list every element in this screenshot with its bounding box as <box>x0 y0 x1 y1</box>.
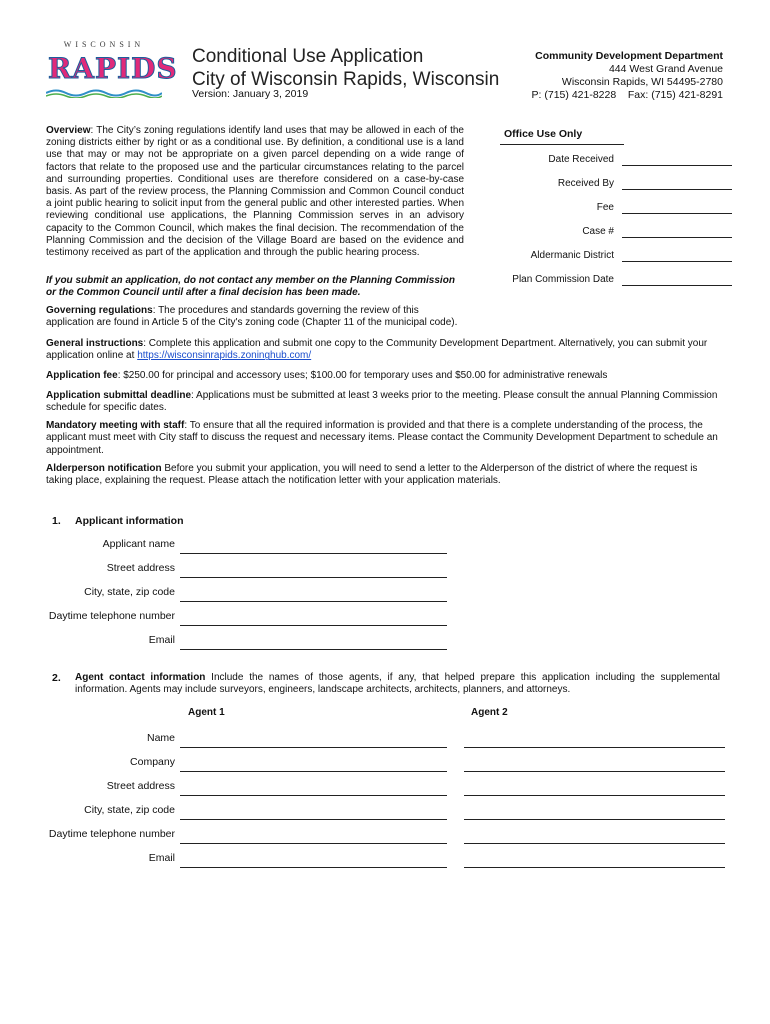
section2-number: 2. <box>52 672 61 684</box>
applicant-email-field[interactable] <box>180 649 447 650</box>
version-label: Version: January 3, 2019 <box>192 88 309 100</box>
deadline-text: : Applications must be submitted at least 3 weeks prior to the meeting. Please consult the annual Planning Commission schedule for specific dates. <box>46 390 718 414</box>
office-use-box <box>500 128 732 285</box>
online-application-link[interactable]: https://wisconsinrapids.zoninghub.com/ <box>137 350 312 362</box>
department-city: Wisconsin Rapids, WI 54495-2780 <box>561 76 723 88</box>
general-instructions-paragraph <box>46 338 726 363</box>
overview-text: : The City’s zoning regulations identify land uses that may be allowed in each of the zoning districts either by right or as a conditional use. By definition, a conditional use is a land use that may or may not be appropriate on a given parcel depending on a wide range of factors that relate to the proposed use and the particular circumstances relating to the parcel and surrounding properties. Conditional uses are therefore considered on a case-by-case basis. As part of the review process, the Planning Commission and Common Council conduct a joint public hearing to solicit input from the general public and other interested parties. When reviewing conditional use applications, the Planning Commission serves in an advisory capacity to the Common Council, which makes the final decision. The recommendation of the Planning Commission and the decision of the Village Board are based on the evidence and testimony received as part of the application and through the public hearing process. <box>46 125 464 259</box>
overview-label: Overview <box>46 125 91 136</box>
logo-main-text: RAPIDS <box>48 52 178 85</box>
meeting-paragraph <box>46 420 726 457</box>
office-field-line[interactable] <box>622 285 732 286</box>
city-logo <box>44 40 178 102</box>
office-field-line[interactable] <box>622 213 732 214</box>
office-field-line[interactable] <box>622 165 732 166</box>
agent-city-label: City, state, zip code <box>84 804 175 816</box>
section2-paragraph <box>75 672 720 697</box>
logo-top-text: WISCONSIN <box>63 40 145 49</box>
applicant-phone-field[interactable] <box>180 625 447 626</box>
agent-street-label: Street address <box>106 780 175 792</box>
applicant-phone-label: Daytime telephone number <box>48 610 175 622</box>
fee-text: : $250.00 for principal and accessory uses; $100.00 for temporary uses and $50.00 for administrative renewals <box>117 370 608 381</box>
applicant-name-label: Applicant name <box>102 538 175 550</box>
governing-label: Governing regulations <box>46 305 153 316</box>
applicant-street-field[interactable] <box>180 577 447 578</box>
agent1-name-field[interactable] <box>180 747 447 748</box>
office-field-line[interactable] <box>622 237 732 238</box>
alderperson-label: Alderperson notification <box>46 463 162 474</box>
wave-icon <box>46 88 162 98</box>
agent-email-label: Email <box>148 852 175 864</box>
applicant-name-field[interactable] <box>180 553 447 554</box>
page-subtitle: City of Wisconsin Rapids, Wisconsin <box>192 69 500 90</box>
fee-paragraph <box>46 370 726 382</box>
agent1-street-field[interactable] <box>180 795 447 796</box>
office-field-label: Received By <box>557 178 614 189</box>
applicant-street-label: Street address <box>106 562 175 574</box>
deadline-paragraph <box>46 390 726 415</box>
agent2-company-field[interactable] <box>464 771 725 772</box>
section2-title: Agent contact information <box>75 672 206 683</box>
applicant-city-label: City, state, zip code <box>84 586 175 598</box>
department-contact <box>532 50 723 102</box>
warning-text: If you submit an application, do not contact any member on the Planning Commission or the Common Council until after a final decision has been made. <box>46 275 455 299</box>
general-label: General instructions <box>46 338 144 349</box>
agent2-city-field[interactable] <box>464 819 725 820</box>
alderperson-paragraph <box>46 463 726 488</box>
governing-paragraph <box>46 305 466 330</box>
agent1-header: Agent 1 <box>188 707 225 718</box>
office-use-title: Office Use Only <box>500 128 624 145</box>
deadline-label: Application submittal deadline <box>46 390 192 401</box>
office-field-label: Aldermanic District <box>530 250 614 261</box>
department-phone-fax: P: (715) 421-8228 Fax: (715) 421-8291 <box>531 89 723 101</box>
office-field-label: Plan Commission Date <box>512 274 614 285</box>
alderperson-text: Before you submit your application, you will need to send a letter to the Alderperson of the district of where the request is taking place, explaining the request. Please attach the notification letter with your application materials. <box>46 463 698 487</box>
agent-company-label: Company <box>130 756 175 768</box>
agent1-city-field[interactable] <box>180 819 447 820</box>
agent2-street-field[interactable] <box>464 795 725 796</box>
section1-number: 1. <box>52 515 61 527</box>
office-field-line[interactable] <box>622 189 732 190</box>
agent2-name-field[interactable] <box>464 747 725 748</box>
department-street: 444 West Grand Avenue <box>608 63 723 75</box>
agent-phone-label: Daytime telephone number <box>48 828 175 840</box>
section2-text: Include the names of those agents, if any, that helped prepare this application including the supplemental information. Agents may include surveyors, engineers, landscape architects, architects, planners, and attorneys. <box>75 672 720 696</box>
office-field-label: Case # <box>582 226 614 237</box>
agent2-email-field[interactable] <box>464 867 725 868</box>
page-title: Conditional Use Application <box>192 46 424 67</box>
department-name: Community Development Department <box>535 50 723 62</box>
office-field-label: Fee <box>596 202 614 213</box>
agent-name-label: Name <box>146 732 175 744</box>
agent2-phone-field[interactable] <box>464 843 725 844</box>
agent1-company-field[interactable] <box>180 771 447 772</box>
general-text: : Complete this application and submit one copy to the Community Development Department. Alternatively, you can submit your application online at <box>46 338 708 362</box>
office-field-line[interactable] <box>622 261 732 262</box>
meeting-label: Mandatory meeting with staff <box>46 420 185 431</box>
agent1-phone-field[interactable] <box>180 843 447 844</box>
office-field-label: Date Received <box>548 154 614 165</box>
section1-title: Applicant information <box>75 515 184 527</box>
agent2-header: Agent 2 <box>471 707 508 718</box>
agent1-email-field[interactable] <box>180 867 447 868</box>
meeting-text: : To ensure that all the required information is provided and that there is a complete understanding of the process, the applicant must meet with City staff to discuss the request and necessary items. Please contact the Community Development Department to schedule an appointment. <box>46 420 718 456</box>
fee-label: Application fee <box>46 370 118 381</box>
applicant-email-label: Email <box>148 634 175 646</box>
applicant-city-field[interactable] <box>180 601 447 602</box>
governing-text: : The procedures and standards governing the review of this application are found in Article 5 of the City's zoning code (Chapter 11 of the municipal code). <box>46 305 458 329</box>
overview-paragraph <box>46 125 464 259</box>
